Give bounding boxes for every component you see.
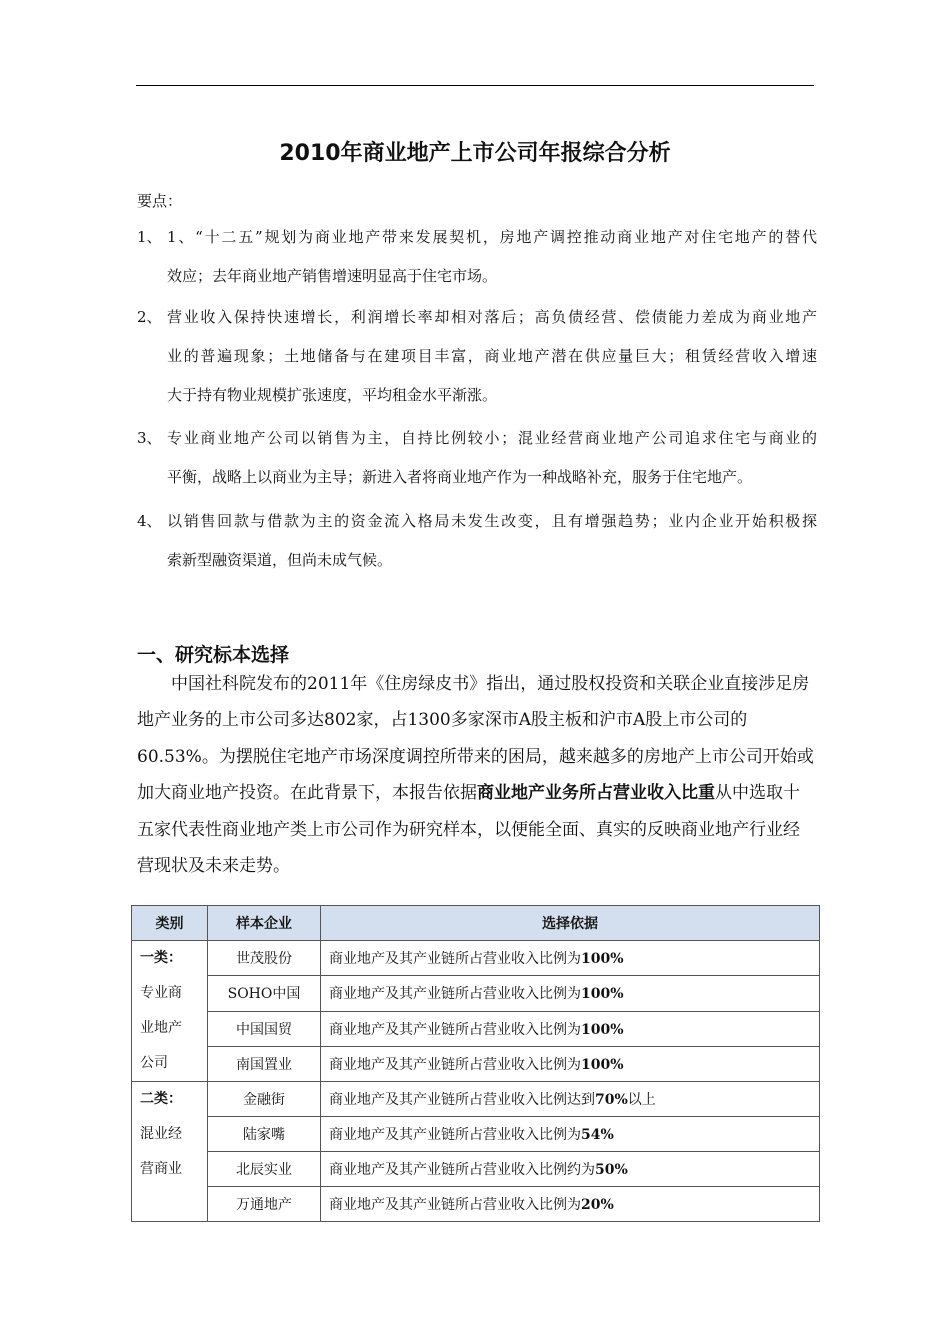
header-basis: 选择依据 xyxy=(321,906,820,941)
key-point-line: 专业商业地产公司以销售为主，自持比例较小；混业经营商业地产公司追求住宅与商业的 xyxy=(167,429,817,447)
sample-table xyxy=(131,905,820,1222)
basis-cell: 商业地产及其产业链所占营业收入比例为20% xyxy=(321,1187,820,1222)
table-row xyxy=(132,941,820,976)
key-point-line: 大于持有物业规模扩张速度，平均租金水平渐涨。 xyxy=(167,386,498,404)
key-point-line: 业的普遍现象；土地储备与在建项目丰富，商业地产潜在供应量巨大；租赁经营收入增速 xyxy=(167,347,817,365)
table-row xyxy=(132,1187,820,1222)
paragraph-text: 从中选取十五家代表性商业地产类上市公司作为研究样本，以便能全面、真实的反映商业地产行业经营现状及未来走势。 xyxy=(137,783,800,877)
paragraph-text: 中国社科院发布的2011年《住房绿皮书》指出，通过股权投资和关联企业直接涉足房地产业务的上市公司多达802家，占1300多家深市A股主板和沪市A股上市公司的60.53%。为摆脱住宅地产市场深度调控所带来的困局，越来越多的房地产上市公司开始或加大商业地产投资。在此背景下，本报告依据 xyxy=(137,674,814,804)
basis-cell: 商业地产及其产业链所占营业收入比例达到70%以上 xyxy=(321,1082,820,1117)
key-point-line: 平衡，战略上以商业为主导；新进入者将商业地产作为一种战略补充，服务于住宅地产。 xyxy=(167,468,753,486)
basis-value: 100% xyxy=(581,986,624,1003)
category-desc: 营商业 xyxy=(140,1161,182,1177)
category-cell xyxy=(132,1082,208,1222)
table-header-row xyxy=(132,906,820,941)
table-row xyxy=(132,1011,820,1046)
category-label: 一类： xyxy=(140,950,182,966)
basis-value: 20% xyxy=(581,1197,614,1213)
section-heading: 一、研究标本选择 xyxy=(137,644,290,666)
key-points-label: 要点： xyxy=(137,192,183,210)
table-row xyxy=(132,1046,820,1081)
company-cell: 世茂股份 xyxy=(208,941,321,976)
basis-cell: 商业地产及其产业链所占营业收入比例为100% xyxy=(321,1046,820,1081)
basis-value: 54% xyxy=(581,1127,614,1143)
basis-cell: 商业地产及其产业链所占营业收入比例约为50% xyxy=(321,1152,820,1187)
category-desc: 业地产 xyxy=(140,1020,182,1036)
basis-value: 70% xyxy=(595,1092,628,1108)
basis-value: 100% xyxy=(581,1021,624,1038)
document-title: 2010年商业地产上市公司年报综合分析 xyxy=(279,141,671,166)
table-row xyxy=(132,976,820,1011)
company-cell: SOHO中国 xyxy=(208,976,321,1011)
key-point-number: 3、 xyxy=(137,429,162,447)
company-cell: 陆家嘴 xyxy=(208,1117,321,1152)
category-cell xyxy=(132,941,208,1082)
header-company: 样本企业 xyxy=(208,906,321,941)
category-desc: 公司 xyxy=(140,1055,168,1071)
table-row xyxy=(132,1082,820,1117)
basis-cell: 商业地产及其产业链所占营业收入比例为100% xyxy=(321,941,820,976)
company-cell: 中国国贸 xyxy=(208,1011,321,1046)
header-category: 类别 xyxy=(132,906,208,941)
basis-cell: 商业地产及其产业链所占营业收入比例为100% xyxy=(321,976,820,1011)
basis-value: 100% xyxy=(581,1056,624,1073)
key-point-line: 以销售回款与借款为主的资金流入格局未发生改变，且有增强趋势；业内企业开始积极探 xyxy=(167,512,817,530)
company-cell: 南国置业 xyxy=(208,1046,321,1081)
key-point-number: 1、 xyxy=(137,228,162,246)
basis-value: 50% xyxy=(595,1162,628,1178)
table-row xyxy=(132,1117,820,1152)
paragraph-emphasis: 商业地产业务所占营业收入比重 xyxy=(477,783,715,804)
company-cell: 万通地产 xyxy=(208,1187,321,1222)
key-point-line: 索新型融资渠道，但尚未成气候。 xyxy=(167,551,393,569)
company-cell: 北辰实业 xyxy=(208,1152,321,1187)
key-point-number: 2、 xyxy=(137,308,162,326)
category-desc: 混业经 xyxy=(140,1126,182,1142)
basis-value: 100% xyxy=(581,951,624,968)
header-rule xyxy=(136,85,814,86)
section-paragraph xyxy=(137,666,815,884)
basis-cell: 商业地产及其产业链所占营业收入比例为54% xyxy=(321,1117,820,1152)
table-row xyxy=(132,1152,820,1187)
company-cell: 金融街 xyxy=(208,1082,321,1117)
category-label: 二类： xyxy=(140,1091,182,1107)
basis-cell: 商业地产及其产业链所占营业收入比例为100% xyxy=(321,1011,820,1046)
category-desc: 专业商 xyxy=(140,985,182,1001)
key-point-line: 营业收入保持快速增长，利润增长率却相对落后；高负债经营、偿债能力差成为商业地产 xyxy=(167,308,817,326)
key-point-number: 4、 xyxy=(137,512,162,530)
key-point-line: 效应；去年商业地产销售增速明显高于住宅市场。 xyxy=(167,267,498,285)
key-point-line: 1、“十二五”规划为商业地产带来发展契机，房地产调控推动商业地产对住宅地产的替代 xyxy=(167,228,817,246)
